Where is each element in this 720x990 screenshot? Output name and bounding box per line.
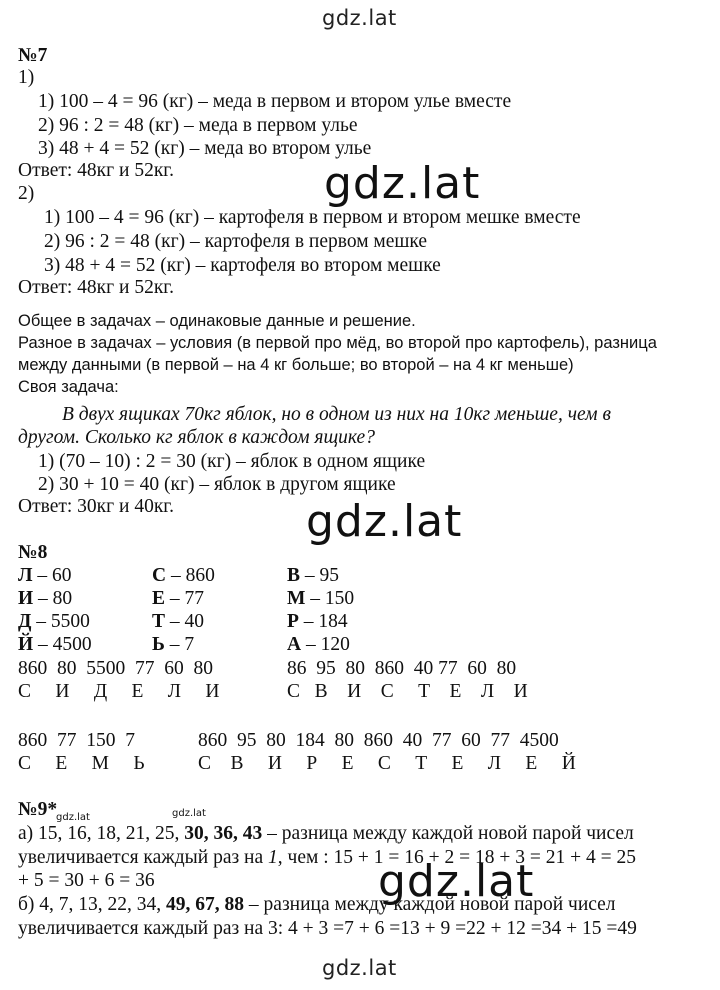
task7-answer: Ответ: 48кг и 52кг. xyxy=(18,277,174,298)
common-text: Общее в задачах – одинаковые данные и решение. xyxy=(18,312,416,330)
own-task-label: Своя задача: xyxy=(18,378,119,396)
task7-line: 1) 100 – 4 = 96 (кг) – меда в первом и втором улье вместе xyxy=(38,91,512,112)
task9-a-line: увеличивается каждый раз на 1, чем : 15 + 1 = 16 + 2 = 18 + 3 = 21 + 4 = 25 xyxy=(18,847,636,868)
code-entry: Й – 4500 xyxy=(18,634,92,655)
watermark-tiny: gdz.lat xyxy=(56,812,90,823)
watermark-bottom: gdz.lat xyxy=(322,956,397,980)
own-task-answer: Ответ: 30кг и 40кг. xyxy=(18,496,174,517)
code-entry: С – 860 xyxy=(152,565,215,586)
code-entry: Л – 60 xyxy=(18,565,72,586)
decode-numbers: 86 95 80 860 40 77 60 80 xyxy=(287,658,517,679)
task8-title: №8 xyxy=(18,542,48,563)
task7-line: 1) 100 – 4 = 96 (кг) – картофеля в первом и втором мешке вместе xyxy=(44,207,581,228)
own-task-text: В двух ящиках 70кг яблок, но в одном из них на 10кг меньше, чем в xyxy=(62,404,611,425)
task7-answer: Ответ: 48кг и 52кг. xyxy=(18,160,174,181)
task7-part1: 1) xyxy=(18,67,35,88)
code-entry: Ь – 7 xyxy=(152,634,195,655)
decode-letters: С Е М Ь xyxy=(18,753,145,774)
decode-letters: С В И С Т Е Л И xyxy=(287,681,528,702)
task7-line: 3) 48 + 4 = 52 (кг) – меда во втором улье xyxy=(38,138,372,159)
own-task-solution: 1) (70 – 10) : 2 = 30 (кг) – яблок в одном ящике xyxy=(38,451,426,472)
code-entry: Е – 77 xyxy=(152,588,205,609)
decode-numbers: 860 95 80 184 80 860 40 77 60 77 4500 xyxy=(198,730,559,751)
diff-text: Разное в задачах – условия (в первой про мёд, во второй про картофель), разница xyxy=(18,334,657,352)
code-entry: Д – 5500 xyxy=(18,611,90,632)
code-entry: И – 80 xyxy=(18,588,73,609)
task9-a-line: + 5 = 30 + 6 = 36 xyxy=(18,870,155,891)
watermark-top: gdz.lat xyxy=(322,6,397,30)
task9-title: №9* xyxy=(18,799,58,820)
code-entry: В – 95 xyxy=(287,565,340,586)
task9-b-line: увеличивается каждый раз на 3: 4 + 3 =7 + 6 =13 + 9 =22 + 12 =34 + 15 =49 xyxy=(18,918,637,939)
code-entry: Р – 184 xyxy=(287,611,348,632)
task7-line: 2) 96 : 2 = 48 (кг) – картофеля в первом мешке xyxy=(44,231,428,252)
task9-b-line: б) 4, 7, 13, 22, 34, 49, 67, 88 – разница между каждой новой парой чисел xyxy=(18,894,616,915)
task7-line: 3) 48 + 4 = 52 (кг) – картофеля во втором мешке xyxy=(44,255,441,276)
watermark-mid-3: gdz.lat xyxy=(378,856,535,907)
own-task-solution: 2) 30 + 10 = 40 (кг) – яблок в другом ящике xyxy=(38,474,396,495)
code-entry: М – 150 xyxy=(287,588,355,609)
watermark-mid-2: gdz.lat xyxy=(306,496,463,547)
task7-title: №7 xyxy=(18,45,48,66)
diff-text: между данными (в первой – на 4 кг больше; во второй – на 4 кг меньше) xyxy=(18,356,574,374)
task9-a-line: а) 15, 16, 18, 21, 25, 30, 36, 43 – разница между каждой новой парой чисел xyxy=(18,823,634,844)
code-entry: Т – 40 xyxy=(152,611,205,632)
watermark-tiny: gdz.lat xyxy=(172,808,206,819)
decode-letters: С В И Р Е С Т Е Л Е Й xyxy=(198,753,576,774)
task7-line: 2) 96 : 2 = 48 (кг) – меда в первом улье xyxy=(38,115,358,136)
decode-numbers: 860 77 150 7 xyxy=(18,730,135,751)
own-task-text: другом. Сколько кг яблок в каждом ящике? xyxy=(18,427,375,448)
task7-part2: 2) xyxy=(18,183,35,204)
watermark-mid-1: gdz.lat xyxy=(324,158,481,209)
code-entry: А – 120 xyxy=(287,634,350,655)
decode-letters: С И Д Е Л И xyxy=(18,681,220,702)
decode-numbers: 860 80 5500 77 60 80 xyxy=(18,658,213,679)
